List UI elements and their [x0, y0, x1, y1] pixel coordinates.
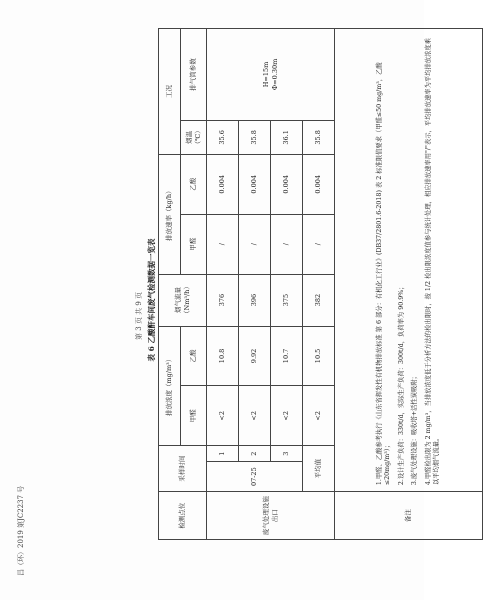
- note-1: 1.甲醛、乙酸参考执行《山东省挥发性有机物排放标准 第 6 部分：有机化工行业》(DB37/2801.6-2018) 表 2 标准限值要求（甲醛≤50 mg/m³，乙酸≤20mg/m³）；: [375, 62, 391, 486]
- average-label: 平均值: [303, 446, 335, 492]
- rate-formaldehyde-cell: /: [207, 214, 239, 274]
- stack-diameter: Φ=0.30m: [270, 58, 279, 91]
- conc-acetic-acid-cell: 10.7: [271, 326, 303, 386]
- header-conc-acetic-acid: 乙酸: [181, 326, 207, 386]
- table-title: 表 6 乙酸酐车间废气检测数据一览表: [147, 238, 156, 362]
- header-temperature: 烟温（℃）: [181, 120, 207, 154]
- note-4: 4.甲醛检出限为 2 mg/m³，当排放浓度低于分析方法的检出限时，按 1/2 检出限浓度值参与统计处理，相应排放速率用"/"表示，平均排放速率为平均排放浓度乘以平均烟气流量。: [424, 38, 440, 486]
- rotated-content: [16, 20, 440, 580]
- header-rate: 排放速率（kg/h）: [159, 154, 181, 274]
- header-flow: 烟气流量（Nm³/h）: [159, 274, 207, 326]
- avg-flow: 382: [303, 274, 335, 326]
- row-number: 2: [239, 446, 271, 462]
- row-number: 3: [271, 446, 303, 462]
- header-sampling-time: 采样时间: [159, 446, 207, 492]
- rate-formaldehyde-cell: /: [239, 214, 271, 274]
- conc-acetic-acid-cell: 10.8: [207, 326, 239, 386]
- avg-conc-formaldehyde: <2: [303, 386, 335, 446]
- header-rate-acetic-acid: 乙酸: [181, 154, 207, 214]
- header-rate-formaldehyde: 甲醛: [181, 214, 207, 274]
- rate-acetic-acid-cell: 0.004: [207, 154, 239, 214]
- rate-acetic-acid-cell: 0.004: [239, 154, 271, 214]
- temperature-cell: 35.8: [239, 120, 271, 154]
- conc-acetic-acid-cell: 9.92: [239, 326, 271, 386]
- conc-formaldehyde-cell: <2: [271, 386, 303, 446]
- rate-formaldehyde-cell: /: [271, 214, 303, 274]
- notes-cell: [335, 29, 483, 492]
- header-conc-formaldehyde: 甲醛: [181, 386, 207, 446]
- emission-data-table: [158, 28, 483, 540]
- avg-rate-acetic-acid: 0.004: [303, 154, 335, 214]
- avg-conc-acetic-acid: 10.5: [303, 326, 335, 386]
- header-location: 检测点位: [159, 492, 207, 540]
- flow-cell: 375: [271, 274, 303, 326]
- stack-params-cell: [207, 29, 335, 121]
- report-number: 昌（环）2019 第JC2237 号: [17, 485, 25, 576]
- flow-cell: 396: [239, 274, 271, 326]
- header-process: 工况: [159, 29, 181, 155]
- flow-cell: 376: [207, 274, 239, 326]
- avg-rate-formaldehyde: /: [303, 214, 335, 274]
- stack-height: H=15m: [262, 61, 271, 88]
- date-cell: 07-25: [207, 462, 303, 492]
- temperature-cell: 35.6: [207, 120, 239, 154]
- note-3: 3.废气处理设施：吸收塔+活性炭吸附；: [411, 373, 418, 486]
- location-cell: 废气处理设施出口: [207, 492, 335, 540]
- header-concentration: 排放浓度（mg/m³）: [159, 326, 181, 446]
- notes-label: 备注: [335, 492, 483, 540]
- page-number: 第 3 页 共 9 页: [135, 291, 143, 340]
- note-2: 2.设计生产负荷：330t/d，实际生产负荷：300t/d，负荷率为 90.9%；: [397, 283, 405, 486]
- avg-temperature: 35.8: [303, 120, 335, 154]
- conc-formaldehyde-cell: <2: [207, 386, 239, 446]
- rate-acetic-acid-cell: 0.004: [271, 154, 303, 214]
- conc-formaldehyde-cell: <2: [239, 386, 271, 446]
- temperature-cell: 36.1: [271, 120, 303, 154]
- header-stack-params: 排气筒参数: [181, 29, 207, 121]
- row-number: 1: [207, 446, 239, 462]
